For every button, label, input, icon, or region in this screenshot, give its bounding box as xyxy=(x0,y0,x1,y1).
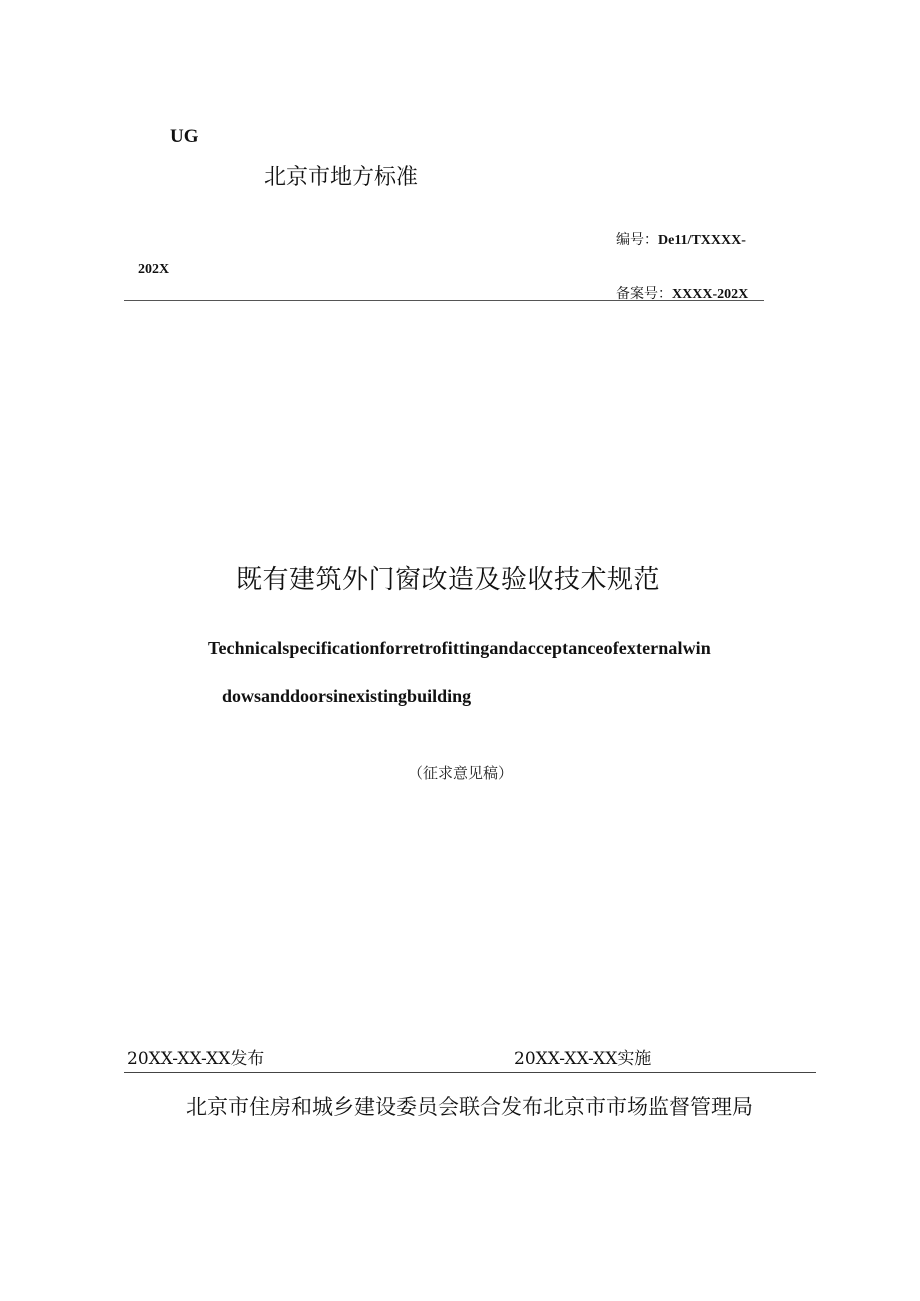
publish-date-value: 20XX-XX-XX xyxy=(127,1049,231,1069)
implementation-date xyxy=(514,1044,651,1069)
footer-divider xyxy=(124,1072,816,1073)
publish-date xyxy=(127,1044,264,1069)
record-number-label: 备案号： xyxy=(616,286,672,302)
standard-number-value: De11/TXXXX- xyxy=(658,233,746,248)
publish-date-suffix: 发布 xyxy=(230,1049,265,1069)
standard-number-label: 编号： xyxy=(616,232,658,248)
document-title: 既有建筑外门窗改造及验收技术规范 xyxy=(236,565,661,595)
issuing-authority: 北京市住房和城乡建设委员会联合发布北京市市场监督管理局 xyxy=(186,1095,753,1119)
english-title-line-2: dowsanddoorsinexistingbuilding xyxy=(222,686,472,706)
implementation-date-value: 20XX-XX-XX xyxy=(514,1049,618,1069)
implementation-date-suffix: 实施 xyxy=(617,1049,652,1069)
standard-code-tag: UG xyxy=(170,126,199,147)
standard-number xyxy=(616,229,746,249)
header-divider xyxy=(124,300,764,301)
english-title-line-1: Technicalspecificationforretrofittingandacceptanceofexternalwin xyxy=(208,638,711,658)
standard-type-heading: 北京市地方标准 xyxy=(264,165,419,190)
standard-number-continuation: 202X xyxy=(138,262,170,277)
draft-status: （征求意见稿） xyxy=(408,764,514,782)
record-number-value: XXXX-202X xyxy=(672,287,749,302)
